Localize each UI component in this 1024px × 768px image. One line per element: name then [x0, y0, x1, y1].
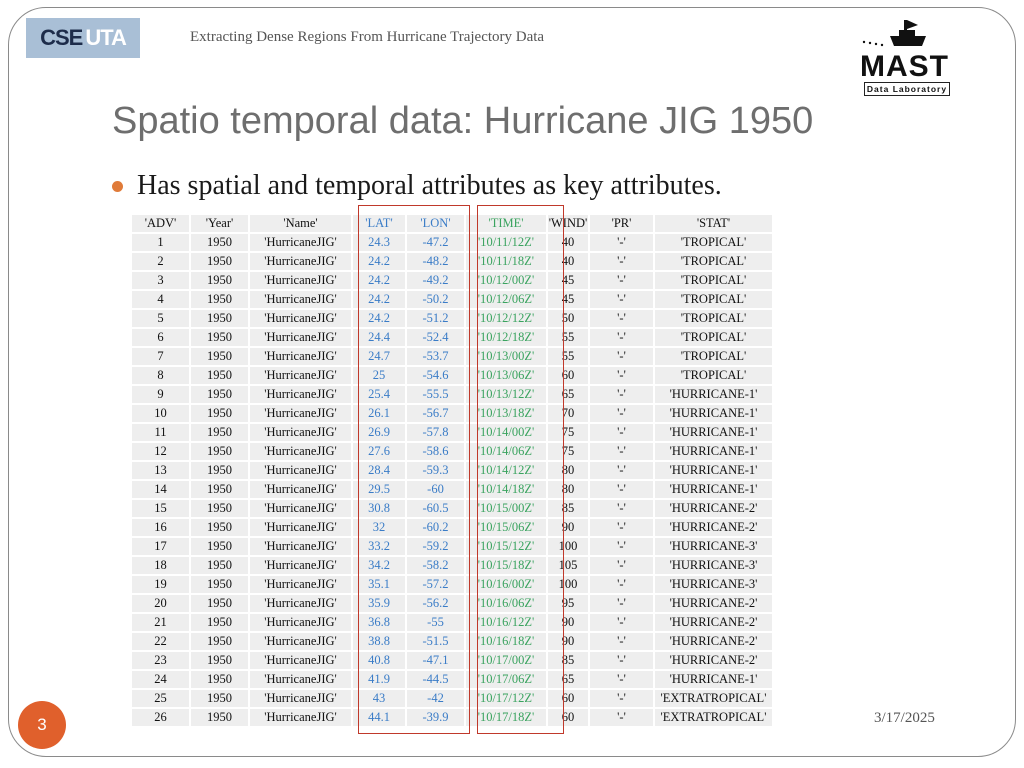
cell-year: 1950 [191, 557, 248, 574]
bullet-dot-icon [112, 181, 123, 192]
cell-lat: 26.9 [353, 424, 405, 441]
cell-adv: 7 [132, 348, 189, 365]
cell-stat: 'HURRICANE-1' [655, 462, 772, 479]
cell-lon: -52.4 [407, 329, 464, 346]
cell-pr: '-' [590, 481, 653, 498]
cell-lon: -54.6 [407, 367, 464, 384]
cell-time: '10/14/00Z' [466, 424, 546, 441]
cell-adv: 8 [132, 367, 189, 384]
cell-year: 1950 [191, 329, 248, 346]
cell-adv: 2 [132, 253, 189, 270]
cell-lat: 40.8 [353, 652, 405, 669]
cell-wind: 45 [548, 272, 588, 289]
slide-date: 3/17/2025 [874, 710, 935, 726]
cell-lon: -39.9 [407, 709, 464, 726]
cell-adv: 18 [132, 557, 189, 574]
cell-pr: '-' [590, 500, 653, 517]
header-stat: 'STAT' [655, 215, 772, 232]
cell-stat: 'HURRICANE-1' [655, 443, 772, 460]
cell-pr: '-' [590, 595, 653, 612]
cell-adv: 11 [132, 424, 189, 441]
cell-lat: 24.7 [353, 348, 405, 365]
cell-adv: 5 [132, 310, 189, 327]
cell-time: '10/13/18Z' [466, 405, 546, 422]
header-wind: 'WIND' [548, 216, 588, 230]
cell-wind: 90 [548, 519, 588, 536]
cell-pr: '-' [590, 386, 653, 403]
cell-lat: 41.9 [353, 671, 405, 688]
cell-year: 1950 [191, 367, 248, 384]
cell-adv: 4 [132, 291, 189, 308]
cell-year: 1950 [191, 633, 248, 650]
cell-lat: 24.2 [353, 272, 405, 289]
cell-stat: 'HURRICANE-1' [655, 405, 772, 422]
cell-year: 1950 [191, 500, 248, 517]
cell-adv: 1 [132, 234, 189, 251]
cell-pr: '-' [590, 557, 653, 574]
logo-uta-text: UTA [85, 25, 126, 50]
cell-stat: 'HURRICANE-2' [655, 652, 772, 669]
cell-time: '10/14/18Z' [466, 481, 546, 498]
cell-lon: -59.2 [407, 538, 464, 555]
cell-time: '10/16/18Z' [466, 633, 546, 650]
cell-lon: -58.6 [407, 443, 464, 460]
cell-stat: 'HURRICANE-2' [655, 519, 772, 536]
ship-icon [858, 16, 954, 52]
cell-wind: 60 [548, 690, 588, 707]
cell-year: 1950 [191, 272, 248, 289]
cell-pr: '-' [590, 690, 653, 707]
cell-stat: 'HURRICANE-2' [655, 633, 772, 650]
cell-time: '10/12/12Z' [466, 310, 546, 327]
cell-pr: '-' [590, 538, 653, 555]
bullet-text: Has spatial and temporal attributes as key attributes. [137, 170, 722, 201]
cell-time: '10/14/12Z' [466, 462, 546, 479]
cell-year: 1950 [191, 405, 248, 422]
cell-lon: -60 [407, 481, 464, 498]
cell-pr: '-' [590, 405, 653, 422]
cell-name: 'HurricaneJIG' [250, 614, 351, 631]
cell-lat: 25 [353, 367, 405, 384]
cell-adv: 20 [132, 595, 189, 612]
cell-wind: 40 [548, 234, 588, 251]
cell-lat: 24.2 [353, 253, 405, 270]
header-adv: 'ADV' [132, 215, 189, 232]
cell-wind: 45 [548, 291, 588, 308]
cell-year: 1950 [191, 291, 248, 308]
cell-lat: 29.5 [353, 481, 405, 498]
cell-lat: 44.1 [353, 709, 405, 726]
cell-pr: '-' [590, 253, 653, 270]
cell-lon: -47.2 [407, 234, 464, 251]
cell-pr: '-' [590, 348, 653, 365]
cell-lat: 26.1 [353, 405, 405, 422]
cell-stat: 'HURRICANE-2' [655, 500, 772, 517]
cell-lat: 33.2 [353, 538, 405, 555]
cell-lon: -58.2 [407, 557, 464, 574]
cell-wind: 60 [548, 367, 588, 384]
cse-uta-logo [26, 18, 140, 58]
cell-lon: -60.5 [407, 500, 464, 517]
cell-time: '10/17/18Z' [466, 709, 546, 726]
cell-lon: -53.7 [407, 348, 464, 365]
cell-wind: 80 [548, 462, 588, 479]
cell-time: '10/14/06Z' [466, 443, 546, 460]
cell-time: '10/11/12Z' [466, 234, 546, 251]
cell-wind: 75 [548, 443, 588, 460]
cell-pr: '-' [590, 519, 653, 536]
cell-name: 'HurricaneJIG' [250, 367, 351, 384]
cell-pr: '-' [590, 652, 653, 669]
cell-name: 'HurricaneJIG' [250, 386, 351, 403]
cell-pr: '-' [590, 633, 653, 650]
header-time: 'TIME' [466, 215, 546, 232]
cell-wind: 95 [548, 595, 588, 612]
cell-wind: 70 [548, 405, 588, 422]
cell-pr: '-' [590, 671, 653, 688]
cell-lat: 25.4 [353, 386, 405, 403]
cell-wind: 100 [548, 538, 588, 555]
cell-stat: 'HURRICANE-2' [655, 614, 772, 631]
cell-adv: 26 [132, 709, 189, 726]
cell-year: 1950 [191, 652, 248, 669]
cell-stat: 'HURRICANE-3' [655, 538, 772, 555]
cell-lon: -56.7 [407, 405, 464, 422]
cell-stat: 'HURRICANE-1' [655, 424, 772, 441]
cell-year: 1950 [191, 690, 248, 707]
cell-name: 'HurricaneJIG' [250, 329, 351, 346]
cell-lat: 24.2 [353, 291, 405, 308]
header-year: 'Year' [191, 215, 248, 232]
cell-time: '10/17/06Z' [466, 671, 546, 688]
cell-name: 'HurricaneJIG' [250, 348, 351, 365]
cell-wind: 80 [548, 481, 588, 498]
cell-year: 1950 [191, 595, 248, 612]
header-title: Extracting Dense Regions From Hurricane Trajectory Data [190, 29, 545, 45]
cell-year: 1950 [191, 234, 248, 251]
cell-name: 'HurricaneJIG' [250, 633, 351, 650]
cell-lat: 36.8 [353, 614, 405, 631]
cell-time: '10/16/06Z' [466, 595, 546, 612]
cell-adv: 14 [132, 481, 189, 498]
header-lon: 'LON' [407, 215, 464, 232]
cell-lat: 38.8 [353, 633, 405, 650]
cell-lon: -51.2 [407, 310, 464, 327]
cell-lon: -57.8 [407, 424, 464, 441]
cell-year: 1950 [191, 253, 248, 270]
cell-year: 1950 [191, 386, 248, 403]
cell-year: 1950 [191, 576, 248, 593]
cell-year: 1950 [191, 348, 248, 365]
cell-adv: 24 [132, 671, 189, 688]
cell-time: '10/15/00Z' [466, 500, 546, 517]
slide-title: Spatio temporal data: Hurricane JIG 1950 [112, 100, 814, 142]
cell-name: 'HurricaneJIG' [250, 443, 351, 460]
cell-lon: -47.1 [407, 652, 464, 669]
cell-adv: 22 [132, 633, 189, 650]
cell-name: 'HurricaneJIG' [250, 234, 351, 251]
cell-lat: 27.6 [353, 443, 405, 460]
cell-name: 'HurricaneJIG' [250, 272, 351, 289]
cell-name: 'HurricaneJIG' [250, 538, 351, 555]
cell-wind: 60 [548, 709, 588, 726]
logo-cse-text: CSE [40, 25, 83, 50]
cell-pr: '-' [590, 709, 653, 726]
cell-year: 1950 [191, 424, 248, 441]
cell-adv: 23 [132, 652, 189, 669]
cell-pr: '-' [590, 424, 653, 441]
cell-year: 1950 [191, 519, 248, 536]
cell-year: 1950 [191, 310, 248, 327]
cell-adv: 19 [132, 576, 189, 593]
cell-lon: -42 [407, 690, 464, 707]
cell-year: 1950 [191, 538, 248, 555]
cell-stat: 'TROPICAL' [655, 272, 772, 289]
cell-lon: -55 [407, 614, 464, 631]
bullet-point [112, 170, 722, 202]
cell-name: 'HurricaneJIG' [250, 690, 351, 707]
cell-stat: 'EXTRATROPICAL' [655, 709, 772, 726]
cell-adv: 3 [132, 272, 189, 289]
cell-year: 1950 [191, 614, 248, 631]
cell-adv: 25 [132, 690, 189, 707]
cell-stat: 'HURRICANE-3' [655, 557, 772, 574]
cell-time: '10/13/12Z' [466, 386, 546, 403]
mast-logo [858, 16, 954, 96]
cell-adv: 9 [132, 386, 189, 403]
cell-lat: 24.4 [353, 329, 405, 346]
cell-wind: 85 [548, 500, 588, 517]
cell-wind: 65 [548, 671, 588, 688]
cell-stat: 'TROPICAL' [655, 329, 772, 346]
cell-lon: -57.2 [407, 576, 464, 593]
cell-name: 'HurricaneJIG' [250, 576, 351, 593]
cell-wind: 55 [548, 348, 588, 365]
cell-adv: 10 [132, 405, 189, 422]
mast-logo-text: MAST [860, 50, 949, 83]
cell-stat: 'HURRICANE-1' [655, 386, 772, 403]
cell-time: '10/13/06Z' [466, 367, 546, 384]
cell-lon: -49.2 [407, 272, 464, 289]
cell-stat: 'HURRICANE-1' [655, 481, 772, 498]
cell-pr: '-' [590, 614, 653, 631]
cell-wind: 75 [548, 424, 588, 441]
cell-stat: 'TROPICAL' [655, 348, 772, 365]
cell-wind: 90 [548, 614, 588, 631]
cell-lon: -55.5 [407, 386, 464, 403]
header-name: 'Name' [250, 215, 351, 232]
cell-pr: '-' [590, 310, 653, 327]
cell-time: '10/17/12Z' [466, 690, 546, 707]
cell-lat: 34.2 [353, 557, 405, 574]
cell-year: 1950 [191, 481, 248, 498]
cell-wind: 105 [548, 557, 588, 574]
cell-lon: -59.3 [407, 462, 464, 479]
cell-time: '10/13/00Z' [466, 348, 546, 365]
cell-time: '10/16/12Z' [466, 614, 546, 631]
cell-name: 'HurricaneJIG' [250, 291, 351, 308]
cell-time: '10/15/12Z' [466, 538, 546, 555]
cell-name: 'HurricaneJIG' [250, 481, 351, 498]
cell-wind: 50 [548, 310, 588, 327]
cell-pr: '-' [590, 576, 653, 593]
cell-adv: 16 [132, 519, 189, 536]
cell-name: 'HurricaneJIG' [250, 671, 351, 688]
cell-lat: 43 [353, 690, 405, 707]
cell-wind: 40 [548, 253, 588, 270]
cell-year: 1950 [191, 671, 248, 688]
time-highlight-box [477, 205, 564, 734]
cell-stat: 'TROPICAL' [655, 253, 772, 270]
cell-wind: 65 [548, 386, 588, 403]
cell-pr: '-' [590, 329, 653, 346]
cell-lat: 28.4 [353, 462, 405, 479]
cell-name: 'HurricaneJIG' [250, 652, 351, 669]
cell-lon: -56.2 [407, 595, 464, 612]
cell-name: 'HurricaneJIG' [250, 253, 351, 270]
cell-name: 'HurricaneJIG' [250, 424, 351, 441]
cell-lon: -50.2 [407, 291, 464, 308]
cell-adv: 12 [132, 443, 189, 460]
lat-lon-highlight-box [358, 205, 470, 734]
cell-lon: -44.5 [407, 671, 464, 688]
cell-name: 'HurricaneJIG' [250, 500, 351, 517]
cell-name: 'HurricaneJIG' [250, 557, 351, 574]
header-lat: 'LAT' [353, 215, 405, 232]
cell-adv: 15 [132, 500, 189, 517]
cell-pr: '-' [590, 462, 653, 479]
cell-wind: 55 [548, 329, 588, 346]
cell-stat: 'EXTRATROPICAL' [655, 690, 772, 707]
page-number-badge: 3 [18, 701, 66, 749]
cell-lat: 30.8 [353, 500, 405, 517]
mast-logo-subtitle: Data Laboratory [864, 82, 950, 96]
cell-time: '10/12/18Z' [466, 329, 546, 346]
cell-name: 'HurricaneJIG' [250, 709, 351, 726]
cell-time: '10/15/06Z' [466, 519, 546, 536]
cell-time: '10/17/00Z' [466, 652, 546, 669]
cell-name: 'HurricaneJIG' [250, 595, 351, 612]
cell-name: 'HurricaneJIG' [250, 310, 351, 327]
cell-pr: '-' [590, 291, 653, 308]
cell-pr: '-' [590, 272, 653, 289]
cell-name: 'HurricaneJIG' [250, 462, 351, 479]
cell-year: 1950 [191, 443, 248, 460]
cell-pr: '-' [590, 234, 653, 251]
cell-time: '10/12/00Z' [466, 272, 546, 289]
cell-lat: 24.2 [353, 310, 405, 327]
cell-time: '10/15/18Z' [466, 557, 546, 574]
cell-year: 1950 [191, 709, 248, 726]
cell-stat: 'HURRICANE-2' [655, 595, 772, 612]
cell-year: 1950 [191, 462, 248, 479]
cell-name: 'HurricaneJIG' [250, 519, 351, 536]
cell-adv: 17 [132, 538, 189, 555]
header-pr: 'PR' [590, 215, 653, 232]
cell-stat: 'TROPICAL' [655, 234, 772, 251]
cell-lat: 24.3 [353, 234, 405, 251]
cell-lon: -60.2 [407, 519, 464, 536]
cell-stat: 'TROPICAL' [655, 310, 772, 327]
cell-stat: 'HURRICANE-1' [655, 671, 772, 688]
cell-stat: 'TROPICAL' [655, 291, 772, 308]
cell-wind: 100 [548, 576, 588, 593]
cell-adv: 13 [132, 462, 189, 479]
cell-name: 'HurricaneJIG' [250, 405, 351, 422]
cell-wind: 90 [548, 633, 588, 650]
cell-pr: '-' [590, 443, 653, 460]
cell-time: '10/11/18Z' [466, 253, 546, 270]
cell-stat: 'HURRICANE-3' [655, 576, 772, 593]
cell-time: '10/12/06Z' [466, 291, 546, 308]
cell-time: '10/16/00Z' [466, 576, 546, 593]
cell-stat: 'TROPICAL' [655, 367, 772, 384]
cell-lat: 35.1 [353, 576, 405, 593]
cell-pr: '-' [590, 367, 653, 384]
cell-wind: 85 [548, 652, 588, 669]
cell-adv: 6 [132, 329, 189, 346]
cell-lat: 32 [353, 519, 405, 536]
cell-lon: -48.2 [407, 253, 464, 270]
cell-lon: -51.5 [407, 633, 464, 650]
cell-adv: 21 [132, 614, 189, 631]
cell-lat: 35.9 [353, 595, 405, 612]
